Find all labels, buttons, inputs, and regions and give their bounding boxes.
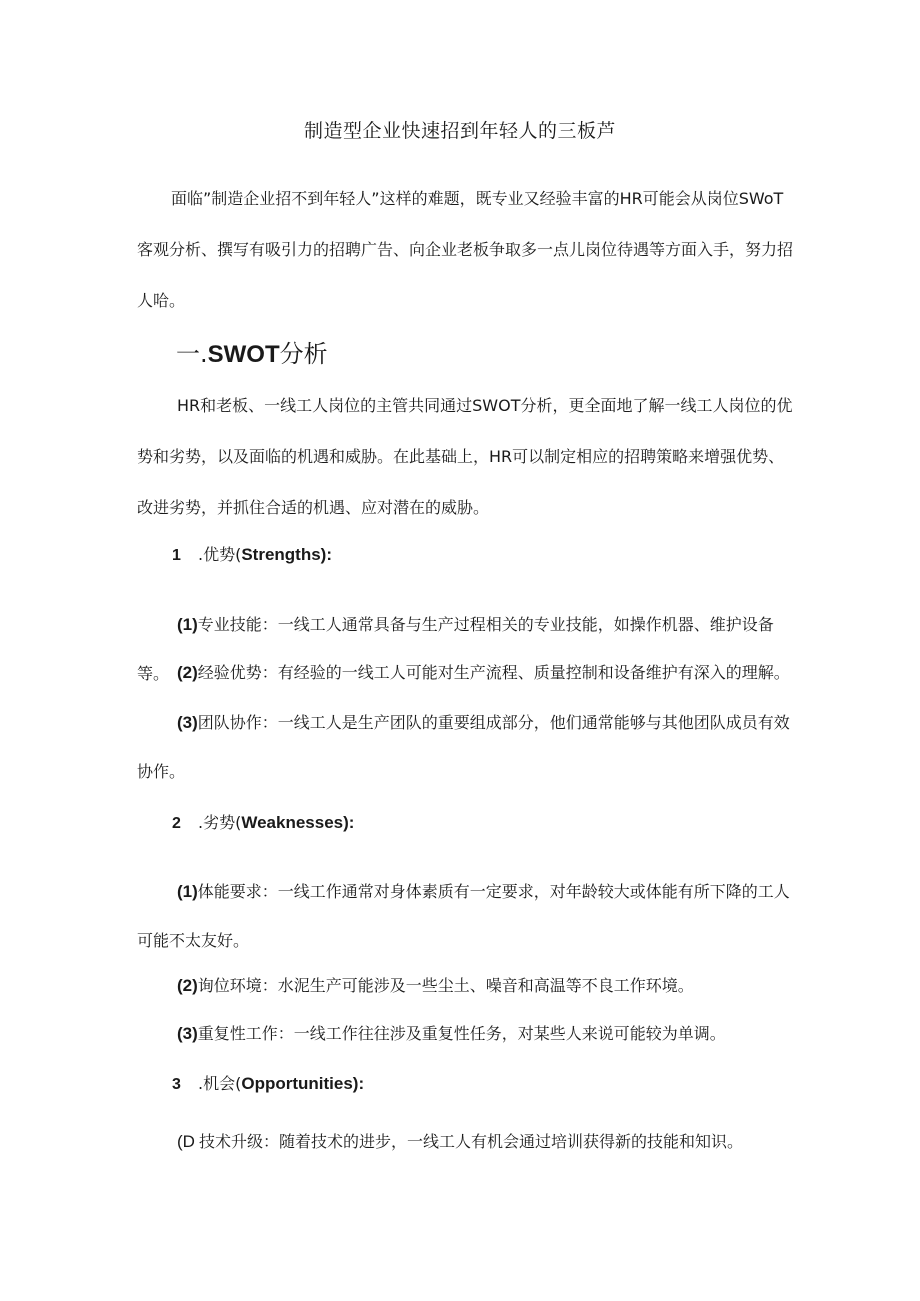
weaknesses-item-2 bbox=[137, 961, 797, 1010]
opportunities-label: .机会( bbox=[198, 1074, 242, 1093]
section-heading-swot bbox=[176, 334, 328, 375]
item-marker: (3) bbox=[177, 1024, 198, 1043]
item-marker: (2) bbox=[177, 976, 198, 995]
item-text: 团队协作：一线工人是生产团队的重要组成部分，他们通常能够与其他团队成员有效协作。 bbox=[137, 713, 790, 781]
strengths-item-3 bbox=[137, 698, 797, 796]
weaknesses-heading bbox=[172, 810, 354, 837]
item-marker: (3) bbox=[177, 713, 198, 732]
item-text: 技术升级：随着技术的进步，一线工人有机会通过培训获得新的技能和知识。 bbox=[198, 1132, 743, 1151]
section-heading-en: SWOT bbox=[207, 341, 280, 368]
intro-paragraph bbox=[137, 173, 793, 326]
item-marker: (D bbox=[177, 1132, 195, 1151]
opportunities-item-1 bbox=[137, 1117, 797, 1166]
swot-body-paragraph bbox=[137, 380, 793, 533]
item-marker: (2) bbox=[177, 663, 198, 682]
document-title: 制造型企业快速招到年轻人的三板芦 bbox=[303, 120, 616, 142]
weaknesses-label: .劣势( bbox=[198, 813, 242, 832]
item-marker: (1) bbox=[177, 615, 198, 634]
item-marker: (1) bbox=[177, 882, 198, 901]
intro-text: 面临”制造企业招不到年轻人”这样的难题，既专业又经验丰富的HR可能会从岗位SWoT客观分析、撰写有吸引力的招聘广告、向企业老板争取多一点儿岗位待遇等方面入手，努力招人哈。 bbox=[137, 189, 794, 310]
swot-body-text: HR和老板、一线工人岗位的主管共同通过SWOT分析，更全面地了解一线工人岗位的优势和劣势，以及面临的机遇和威胁。在此基础上，HR可以制定相应的招聘策略来增强优势、改进劣势，并抓住合适的机遇、应对潜在的威胁。 bbox=[137, 396, 793, 517]
weaknesses-number: 2 bbox=[172, 815, 181, 832]
item-text: 重复性工作：一线工作往往涉及重复性任务，对某些人来说可能较为单调。 bbox=[197, 1024, 726, 1043]
item-text: 询位环境：水泥生产可能涉及一些尘土、噪音和高温等不良工作环境。 bbox=[197, 976, 694, 995]
weaknesses-item-3 bbox=[137, 1009, 797, 1058]
section-heading-cn: 分析 bbox=[279, 340, 328, 368]
opportunities-label-en: Opportunities): bbox=[241, 1074, 365, 1093]
strengths-heading bbox=[172, 542, 332, 569]
section-heading-prefix: 一. bbox=[176, 340, 208, 368]
strengths-number: 1 bbox=[172, 547, 181, 564]
opportunities-number: 3 bbox=[172, 1076, 181, 1093]
weaknesses-label-en: Weaknesses): bbox=[241, 813, 355, 832]
strengths-label: .优势( bbox=[198, 545, 242, 564]
item-text: 经验优势：有经验的一线工人可能对生产流程、质量控制和设备维护有深入的理解。 bbox=[197, 663, 790, 682]
opportunities-heading bbox=[172, 1071, 364, 1098]
item-text: 专业技能：一线工人通常具备与生产过程相关的专业技能，如操作机器、维护设备等。 bbox=[137, 615, 774, 683]
item-text: 体能要求：一线工作通常对身体素质有一定要求，对年龄较大或体能有所下降的工人可能不太友好。 bbox=[137, 882, 790, 950]
weaknesses-item-1 bbox=[137, 867, 797, 965]
strengths-item-2 bbox=[137, 648, 797, 697]
strengths-label-en: Strengths): bbox=[241, 545, 333, 564]
